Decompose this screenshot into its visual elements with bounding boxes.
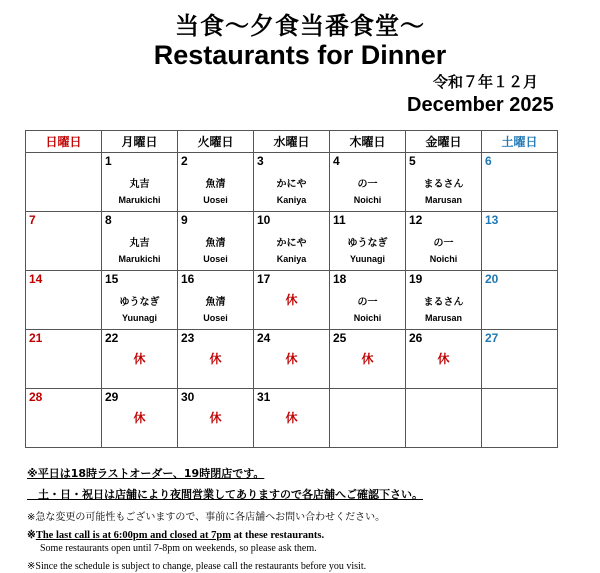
note-weekend-hours: 土・日・祝日は店舗により夜間営業してありますので各店舗へご確認下さい。 (27, 488, 423, 501)
weekday-wednesday: 水曜日 (254, 131, 330, 153)
date-japanese: 令和７年１２月 (433, 73, 539, 91)
restaurant-name-en: Uosei (203, 313, 228, 323)
note-weekday-hours: ※平日は18時ラストオーダー、19時閉店です。 (27, 467, 265, 480)
day-number: 6 (485, 154, 492, 168)
empty-day-cell (406, 389, 482, 448)
day-number: 14 (29, 272, 43, 286)
day-cell-25 (330, 330, 406, 389)
note-last-call-prefix: ※ (27, 530, 36, 541)
restaurant-name-en: Noichi (429, 254, 458, 264)
week-row (26, 271, 558, 330)
day-cell-8 (102, 212, 178, 271)
day-cell-3 (254, 153, 330, 212)
day-cell-20 (482, 271, 558, 330)
restaurant-name-en: Uosei (203, 254, 228, 264)
day-cell-11 (330, 212, 406, 271)
day-number: 12 (409, 213, 423, 227)
restaurant-name-en: Kaniya (276, 195, 307, 205)
restaurant-name-jp: の一 (357, 179, 378, 190)
title-japanese: 当食〜夕食当番食堂〜 (175, 12, 425, 40)
day-cell-23 (178, 330, 254, 389)
restaurant-name-jp: ゆうなぎ (119, 297, 160, 308)
day-number: 5 (409, 154, 416, 168)
closed-mark: 休 (209, 411, 222, 425)
restaurant-name-en: Marukichi (118, 254, 161, 264)
day-cell-16 (178, 271, 254, 330)
empty-day-cell (482, 389, 558, 448)
day-cell-2 (178, 153, 254, 212)
closed-mark: 休 (209, 352, 222, 366)
closed-mark: 休 (285, 411, 298, 425)
day-cell-26 (406, 330, 482, 389)
weekday-sunday: 日曜日 (26, 131, 102, 153)
day-number: 21 (29, 331, 43, 345)
note-last-call-underlined: The last call is at 6:00pm and closed at 7pm (35, 530, 231, 541)
day-number: 1 (105, 154, 112, 168)
date-english: December 2025 (407, 94, 554, 116)
closed-mark: 休 (285, 352, 298, 366)
restaurant-name-jp: の一 (357, 297, 378, 308)
day-number: 30 (181, 390, 195, 404)
restaurant-name-jp: まるさん (423, 179, 464, 190)
day-number: 25 (333, 331, 347, 345)
day-number: 22 (105, 331, 119, 345)
restaurant-name-jp: まるさん (423, 297, 464, 308)
restaurant-name-jp: 魚清 (205, 297, 226, 308)
day-number: 9 (181, 213, 188, 227)
day-number: 18 (333, 272, 347, 286)
empty-day-cell (330, 389, 406, 448)
weekday-tuesday: 火曜日 (178, 131, 254, 153)
closed-mark: 休 (437, 352, 450, 366)
week-row (26, 212, 558, 271)
closed-mark: 休 (133, 352, 146, 366)
weekday-friday: 金曜日 (406, 131, 482, 153)
day-cell-31 (254, 389, 330, 448)
day-cell-22 (102, 330, 178, 389)
day-number: 7 (29, 213, 36, 227)
restaurant-name-jp: 魚清 (205, 179, 226, 190)
day-cell-19 (406, 271, 482, 330)
day-cell-15 (102, 271, 178, 330)
day-number: 19 (409, 272, 423, 286)
day-number: 29 (105, 390, 119, 404)
title-english: Restaurants for Dinner (153, 40, 447, 70)
day-number: 16 (181, 272, 195, 286)
day-number: 8 (105, 213, 112, 227)
day-number: 17 (257, 272, 271, 286)
note-schedule-change-jp: ※急な変更の可能性もございますので、事前に各店舗へお問い合わせください。 (27, 512, 386, 523)
day-number: 3 (257, 154, 264, 168)
weekday-saturday: 土曜日 (482, 131, 558, 153)
restaurant-name-en: Yuunagi (349, 254, 385, 264)
day-number: 10 (257, 213, 271, 227)
day-cell-10 (254, 212, 330, 271)
closed-mark: 休 (133, 411, 146, 425)
day-cell-14 (26, 271, 102, 330)
restaurant-name-en: Marusan (424, 313, 462, 323)
restaurant-name-jp: の一 (433, 238, 454, 249)
day-cell-12 (406, 212, 482, 271)
day-cell-9 (178, 212, 254, 271)
note-last-call-en (27, 529, 587, 541)
restaurant-name-en: Marukichi (118, 195, 161, 205)
week-row (26, 153, 558, 212)
note-schedule-change-en: ※Since the schedule is subject to change, please call the restaurants before you visit. (27, 561, 367, 572)
day-number: 28 (29, 390, 43, 404)
restaurant-name-jp: ゆうなぎ (347, 238, 388, 249)
day-cell-7 (26, 212, 102, 271)
restaurant-name-jp: かにや (276, 179, 307, 190)
restaurant-name-jp: 魚清 (205, 238, 226, 249)
closed-mark: 休 (361, 352, 374, 366)
day-cell-17 (254, 271, 330, 330)
week-row (26, 389, 558, 448)
day-number: 15 (105, 272, 119, 286)
day-number: 23 (181, 331, 195, 345)
restaurant-name-jp: かにや (276, 238, 307, 249)
day-cell-5 (406, 153, 482, 212)
weekday-header-row (26, 131, 558, 153)
note-weekend-en: Some restaurants open until 7-8pm on weekends, so please ask them. (40, 543, 317, 554)
day-number: 20 (485, 272, 499, 286)
weekday-thursday: 木曜日 (330, 131, 406, 153)
day-number: 27 (485, 331, 499, 345)
day-cell-28 (26, 389, 102, 448)
day-cell-13 (482, 212, 558, 271)
dinner-calendar (25, 130, 558, 448)
day-number: 4 (333, 154, 340, 168)
day-cell-30 (178, 389, 254, 448)
note-last-call-suffix: at these restaurants. (230, 530, 325, 541)
weekday-monday: 月曜日 (102, 131, 178, 153)
day-cell-6 (482, 153, 558, 212)
day-cell-21 (26, 330, 102, 389)
empty-day-cell (26, 153, 102, 212)
day-number: 11 (333, 213, 346, 227)
restaurant-name-jp: 丸吉 (129, 238, 150, 249)
day-cell-24 (254, 330, 330, 389)
day-number: 26 (409, 331, 423, 345)
restaurant-name-en: Yuunagi (121, 313, 157, 323)
day-cell-4 (330, 153, 406, 212)
day-number: 13 (485, 213, 499, 227)
day-number: 31 (257, 390, 271, 404)
day-cell-27 (482, 330, 558, 389)
restaurant-name-en: Uosei (203, 195, 228, 205)
restaurant-name-en: Marusan (424, 195, 462, 205)
restaurant-name-en: Noichi (353, 195, 382, 205)
restaurant-name-en: Noichi (353, 313, 382, 323)
day-number: 24 (257, 331, 271, 345)
restaurant-name-en: Kaniya (276, 254, 307, 264)
restaurant-name-jp: 丸吉 (129, 179, 150, 190)
day-cell-1 (102, 153, 178, 212)
day-cell-18 (330, 271, 406, 330)
day-cell-29 (102, 389, 178, 448)
closed-mark: 休 (285, 293, 298, 307)
day-number: 2 (181, 154, 188, 168)
week-row (26, 330, 558, 389)
